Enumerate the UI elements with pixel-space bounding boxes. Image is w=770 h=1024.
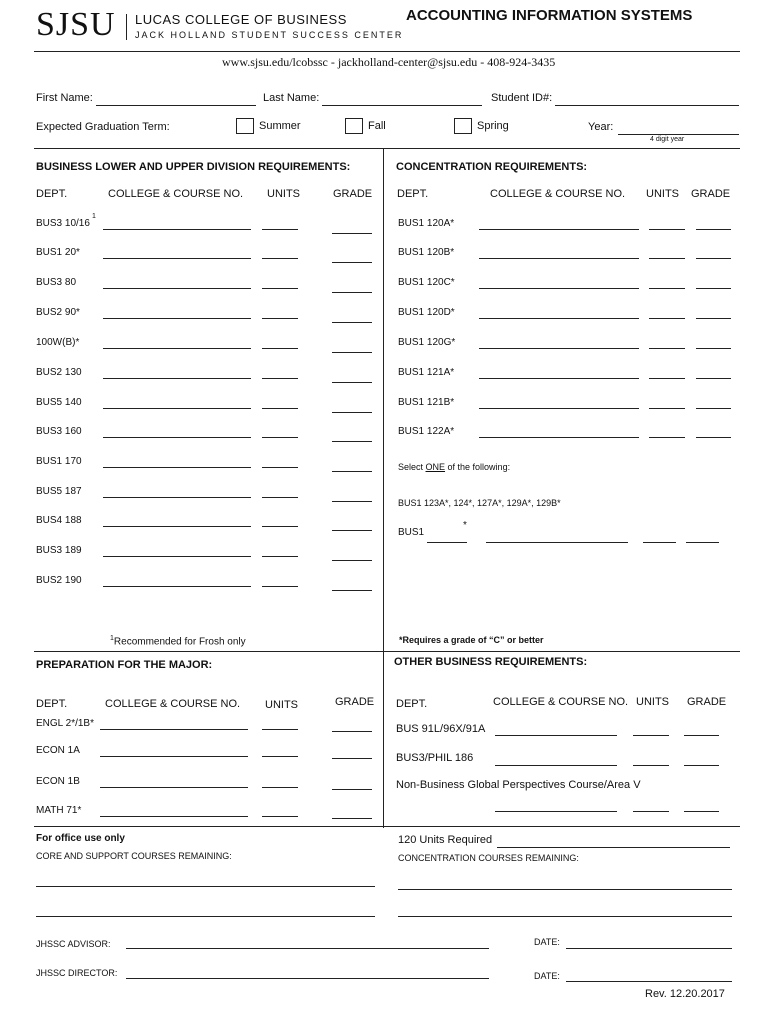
conc-row-units[interactable] [649, 437, 685, 438]
other-row-2-units[interactable] [633, 765, 669, 766]
elective-course-number-field[interactable] [427, 542, 467, 543]
fall-label: Fall [368, 120, 386, 132]
business-row-dept: BUS5 187 [36, 486, 82, 497]
core-remaining-line-1[interactable] [36, 886, 375, 887]
conc-row-grade[interactable] [696, 437, 731, 438]
elective-star: * [463, 520, 467, 531]
other-row-2-grade[interactable] [684, 765, 719, 766]
prep-row-grade[interactable] [332, 818, 372, 819]
conc-row-grade[interactable] [696, 288, 731, 289]
conc-row-dept: BUS1 120A* [398, 218, 455, 229]
conc-col-units: UNITS [646, 188, 679, 200]
business-row-units[interactable] [262, 408, 298, 409]
conc-row-grade[interactable] [696, 378, 731, 379]
prep-row-dept: MATH 71* [36, 805, 82, 816]
business-row-course[interactable] [103, 229, 251, 230]
business-row-dept: BUS3 160 [36, 426, 82, 437]
business-row-dept: BUS5 140 [36, 397, 82, 408]
business-row-course[interactable] [103, 318, 251, 319]
revision-date: Rev. 12.20.2017 [645, 988, 725, 1000]
prep-row-dept: ECON 1B [36, 776, 80, 787]
conc-row-units[interactable] [649, 229, 685, 230]
prep-row-course[interactable] [100, 787, 248, 788]
frosh-footnote [110, 635, 246, 647]
business-row-grade[interactable] [332, 262, 372, 263]
column-divider [383, 148, 384, 828]
conc-row-dept: BUS1 120G* [398, 337, 456, 348]
other-row-3-course[interactable] [495, 811, 617, 812]
conc-row-dept: BUS1 121B* [398, 397, 455, 408]
frosh-footnote-mark: 1 [110, 635, 114, 642]
center-name: JACK HOLLAND STUDENT SUCCESS CENTER [135, 30, 404, 40]
other-col-units: UNITS [636, 696, 669, 708]
other-row-1-dept: BUS 91L/96X/91A [396, 723, 486, 735]
business-row-units[interactable] [262, 258, 298, 259]
other-col-course: COLLEGE & COURSE NO. [493, 696, 629, 708]
prep-row-grade[interactable] [332, 758, 372, 759]
prep-row-dept: ECON 1A [36, 745, 80, 756]
conc-row-course[interactable] [479, 318, 639, 319]
prep-row-course[interactable] [100, 756, 248, 757]
business-row-course[interactable] [103, 288, 251, 289]
conc-row-course[interactable] [479, 378, 639, 379]
year-field[interactable] [618, 134, 739, 135]
business-row-grade[interactable] [332, 501, 372, 502]
other-col-grade: GRADE [687, 696, 727, 708]
conc-row-units[interactable] [649, 288, 685, 289]
prep-col-grade: GRADE [335, 696, 375, 708]
student-id-field[interactable] [555, 105, 739, 106]
elective-grade-field[interactable] [686, 542, 719, 543]
spring-checkbox[interactable] [454, 118, 472, 134]
conc-col-dept: DEPT. [397, 188, 429, 200]
conc-row-course[interactable] [479, 348, 639, 349]
other-row-1-course[interactable] [495, 735, 617, 736]
prep-row-units[interactable] [262, 787, 298, 788]
prep-row-course[interactable] [100, 729, 248, 730]
advisor-label: JHSSC ADVISOR: [36, 939, 111, 949]
business-row-grade[interactable] [332, 322, 372, 323]
other-col-dept: DEPT. [396, 698, 428, 710]
business-row-course[interactable] [103, 556, 251, 557]
business-col-dept: DEPT. [36, 188, 68, 200]
business-row-course[interactable] [103, 586, 251, 587]
select-suffix: of the following: [445, 462, 511, 472]
conc-row-units[interactable] [649, 408, 685, 409]
prep-col-dept: DEPT. [36, 698, 68, 710]
section-rule-office [34, 826, 740, 827]
business-col-units: UNITS [267, 188, 300, 200]
business-row-grade[interactable] [332, 233, 372, 234]
business-row-course[interactable] [103, 258, 251, 259]
conc-row-grade[interactable] [696, 408, 731, 409]
frosh-footnote-text: Recommended for Frosh only [113, 636, 246, 648]
core-remaining-line-2[interactable] [36, 916, 375, 917]
page-title: ACCOUNTING INFORMATION SYSTEMS [406, 7, 693, 24]
director-signature-field[interactable] [126, 978, 489, 979]
spring-label: Spring [477, 120, 509, 132]
preparation-heading: PREPARATION FOR THE MAJOR: [36, 659, 213, 671]
business-row-dept: BUS2 190 [36, 575, 82, 586]
date-1-label: DATE: [534, 937, 560, 947]
units-required-field[interactable] [497, 847, 730, 848]
other-row-1-grade[interactable] [684, 735, 719, 736]
business-row-dept: 100W(B)* [36, 337, 80, 348]
business-row-grade[interactable] [332, 471, 372, 472]
conc-row-dept: BUS1 121A* [398, 367, 455, 378]
select-one: ONE [425, 462, 446, 472]
business-reqs-heading: BUSINESS LOWER AND UPPER DIVISION REQUIREMENTS: [36, 161, 351, 173]
core-remaining-label: CORE AND SUPPORT COURSES REMAINING: [36, 851, 232, 861]
contact-info: www.sjsu.edu/lcobssc - jackholland-center@sjsu.edu - 408-924-3435 [222, 55, 556, 69]
prep-row-grade[interactable] [332, 731, 372, 732]
other-row-3-units[interactable] [633, 811, 669, 812]
header-rule [34, 51, 740, 52]
advisor-signature-field[interactable] [126, 948, 489, 949]
business-row-course[interactable] [103, 437, 251, 438]
conc-row-units[interactable] [649, 348, 685, 349]
business-row-dept: BUS3 80 [36, 277, 77, 288]
business-row-units[interactable] [262, 556, 298, 557]
business-row-dept: BUS2 130 [36, 367, 82, 378]
business-row-units[interactable] [262, 378, 298, 379]
grad-term-label: Expected Graduation Term: [36, 121, 170, 133]
business-row-grade[interactable] [332, 382, 372, 383]
conc-remaining-line-1[interactable] [398, 889, 732, 890]
fall-checkbox[interactable] [345, 118, 363, 134]
business-row-dept: BUS3 189 [36, 545, 82, 556]
elective-course-field[interactable] [486, 542, 628, 543]
business-row-dept: BUS4 188 [36, 515, 82, 526]
section-rule-top [34, 148, 740, 149]
date-1-field[interactable] [566, 948, 732, 949]
prep-col-units: UNITS [265, 699, 298, 711]
business-row-dept: BUS1 170 [36, 456, 82, 467]
sjsu-logo: SJSU [36, 6, 116, 43]
elective-units-field[interactable] [643, 542, 676, 543]
conc-row-course[interactable] [479, 437, 639, 438]
conc-row-grade[interactable] [696, 229, 731, 230]
select-one-instruction [398, 462, 510, 472]
business-row-units[interactable] [262, 318, 298, 319]
concentration-heading: CONCENTRATION REQUIREMENTS: [396, 161, 588, 173]
other-row-2-dept: BUS3/PHIL 186 [396, 752, 474, 764]
business-row-dept: BUS1 20* [36, 247, 80, 258]
business-row-grade[interactable] [332, 590, 372, 591]
prep-row-course[interactable] [100, 816, 248, 817]
office-use-heading: For office use only [36, 833, 125, 844]
summer-label: Summer [259, 120, 301, 132]
other-row-1-units[interactable] [633, 735, 669, 736]
date-2-label: DATE: [534, 971, 560, 981]
business-row-course[interactable] [103, 378, 251, 379]
business-row-units[interactable] [262, 467, 298, 468]
business-row-grade[interactable] [332, 560, 372, 561]
business-row-dept: BUS2 90* [36, 307, 80, 318]
director-label: JHSSC DIRECTOR: [36, 968, 118, 978]
conc-row-grade[interactable] [696, 258, 731, 259]
business-row-units[interactable] [262, 497, 298, 498]
conc-remaining-label: CONCENTRATION COURSES REMAINING: [398, 853, 579, 863]
conc-row-dept: BUS1 120C* [398, 277, 455, 288]
other-row-3-dept: Non-Business Global Perspectives Course/Area V [396, 779, 641, 791]
select-prefix: Select [398, 462, 426, 472]
conc-row-units[interactable] [649, 258, 685, 259]
elective-options: BUS1 123A*, 124*, 127A*, 129A*, 129B* [398, 498, 561, 508]
prep-col-course: COLLEGE & COURSE NO. [105, 698, 241, 710]
conc-row-grade[interactable] [696, 348, 731, 349]
business-row-units[interactable] [262, 437, 298, 438]
logo-divider [126, 14, 127, 40]
prep-row-units[interactable] [262, 816, 298, 817]
conc-row-course[interactable] [479, 229, 639, 230]
conc-row-grade[interactable] [696, 318, 731, 319]
conc-row-dept: BUS1 120D* [398, 307, 455, 318]
business-row-course[interactable] [103, 348, 251, 349]
business-row-dept: BUS3 10/16 [36, 218, 90, 229]
conc-row-course[interactable] [479, 258, 639, 259]
business-row-grade[interactable] [332, 441, 372, 442]
last-name-field[interactable] [322, 105, 482, 106]
business-col-grade: GRADE [333, 188, 373, 200]
business-col-course: COLLEGE & COURSE NO. [108, 188, 244, 200]
conc-row-units[interactable] [649, 378, 685, 379]
business-row-grade[interactable] [332, 292, 372, 293]
business-row-units[interactable] [262, 348, 298, 349]
conc-row-units[interactable] [649, 318, 685, 319]
prep-row-grade[interactable] [332, 789, 372, 790]
business-row-grade[interactable] [332, 412, 372, 413]
conc-row-course[interactable] [479, 288, 639, 289]
business-row-units[interactable] [262, 229, 298, 230]
date-2-field[interactable] [566, 981, 732, 982]
conc-col-course: COLLEGE & COURSE NO. [490, 188, 626, 200]
first-name-field[interactable] [96, 105, 256, 106]
prep-row-units[interactable] [262, 729, 298, 730]
other-row-3-grade[interactable] [684, 811, 719, 812]
business-row-course[interactable] [103, 497, 251, 498]
business-row-units[interactable] [262, 526, 298, 527]
other-row-2-course[interactable] [495, 765, 617, 766]
business-row-units[interactable] [262, 586, 298, 587]
year-label: Year: [588, 121, 614, 133]
grade-c-footnote: *Requires a grade of “C” or better [399, 635, 544, 645]
units-required-label: 120 Units Required [398, 834, 493, 846]
conc-col-grade: GRADE [691, 188, 731, 200]
business-row-grade[interactable] [332, 352, 372, 353]
conc-row-course[interactable] [479, 408, 639, 409]
business-row-course[interactable] [103, 408, 251, 409]
prep-row-dept: ENGL 2*/1B* [36, 718, 94, 729]
business-row-course[interactable] [103, 467, 251, 468]
business-row-grade[interactable] [332, 530, 372, 531]
conc-row-dept: BUS1 120B* [398, 247, 455, 258]
college-name: LUCAS COLLEGE OF BUSINESS [135, 12, 347, 27]
student-id-label: Student ID#: [491, 92, 553, 104]
conc-row-dept: BUS1 122A* [398, 426, 455, 437]
business-row-course[interactable] [103, 526, 251, 527]
elective-bus1-label: BUS1 [398, 527, 425, 538]
frosh-mark: 1 [92, 213, 96, 220]
business-row-units[interactable] [262, 288, 298, 289]
other-business-heading: OTHER BUSINESS REQUIREMENTS: [394, 656, 588, 668]
first-name-label: First Name: [36, 92, 93, 104]
last-name-label: Last Name: [263, 92, 320, 104]
section-rule-middle [34, 651, 740, 652]
prep-row-units[interactable] [262, 756, 298, 757]
summer-checkbox[interactable] [236, 118, 254, 134]
conc-remaining-line-2[interactable] [398, 916, 732, 917]
year-hint: 4 digit year [650, 136, 685, 143]
